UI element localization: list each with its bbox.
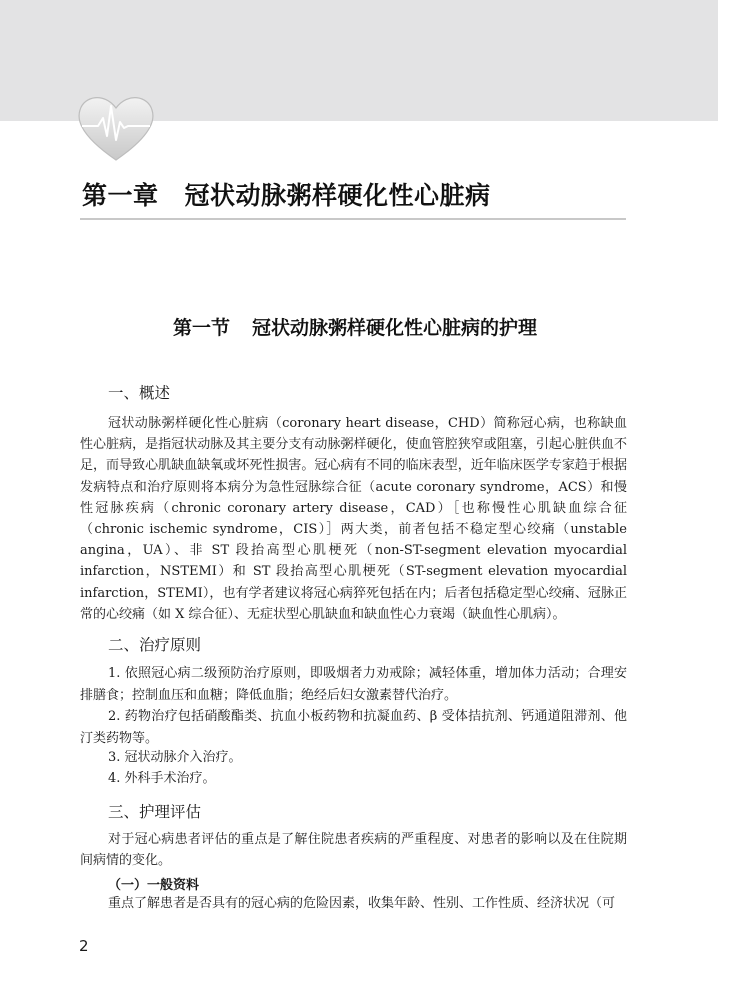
treatment-item-3: 3. 冠状动脉介入治疗。 [108,750,242,765]
assessment-heading: 三、护理评估 [108,803,202,821]
chapter-divider [80,218,626,220]
section-name: 冠状动脉粥样硬化性心脏病的护理 [252,317,538,339]
treatment-heading: 二、治疗原则 [108,636,202,654]
heart-ecg-icon [76,92,156,164]
treatment-item-4: 4. 外科手术治疗。 [108,771,216,786]
chapter-name: 冠状动脉粥样硬化性心脏病 [184,181,491,210]
general-info-paragraph: 重点了解患者是否具有的冠心病的危险因素，收集年龄、性别、工作性质、经济状况（可 [108,896,616,911]
chapter-number: 第一章 [82,181,159,210]
assessment-intro: 对于冠心病患者评估的重点是了解住院患者疾病的严重程度、对患者的影响以及在住院期间病情的变化。 [80,832,627,869]
treatment-item-2: 2. 药物治疗包括硝酸酯类、抗血小板药物和抗凝血药、β 受体拮抗剂、钙通道阻滞剂、他汀类药物等。 [80,709,627,746]
overview-heading: 一、概述 [108,384,171,402]
section-title [0,313,710,340]
section-number: 第一节 [172,317,230,339]
treatment-item-1: 1. 依照冠心病二级预防治疗原则，即吸烟者力劝戒除；减轻体重，增加体力活动；合理安排膳食；控制血压和血糖；降低血脂；绝经后妇女激素替代治疗。 [80,666,627,703]
chapter-title [82,176,491,212]
page-number: 2 [79,937,89,955]
general-info-subheading: （一）一般资料 [108,878,200,893]
overview-paragraph: 冠状动脉粥样硬化性心脏病（coronary heart disease，CHD）简称冠心病，也称缺血性心脏病，是指冠状动脉及其主要分支有动脉粥样硬化，使血管腔狭窄或阻塞，引起心脏供血不足，而导致心肌缺血缺氧或坏死性损害。冠心病有不同的临床表型，近年临床医学专家趋于根据发病特点和治疗原则将本病分为急性冠脉综合征（acute coronary syndrome，ACS）和慢性冠脉疾病（chronic coronary artery disease，CAD）［也称慢性心肌缺血综合征（chronic ischemic syndrome，CIS）］两大类，前者包括不稳定型心绞痛（unstable angina，UA）、非 ST 段抬高型心肌梗死（non-ST-segment elevation myocardial infarction，NSTEMI）和 ST 段抬高型心肌梗死（ST-segment elevation myocardial infarction，STEMI），也有学者建议将冠心病猝死包括在内；后者包括稳定型心绞痛、冠脉正常的心绞痛（如 X 综合征）、无症状型心肌缺血和缺血性心力衰竭（缺血性心肌病）。 [80,416,627,622]
